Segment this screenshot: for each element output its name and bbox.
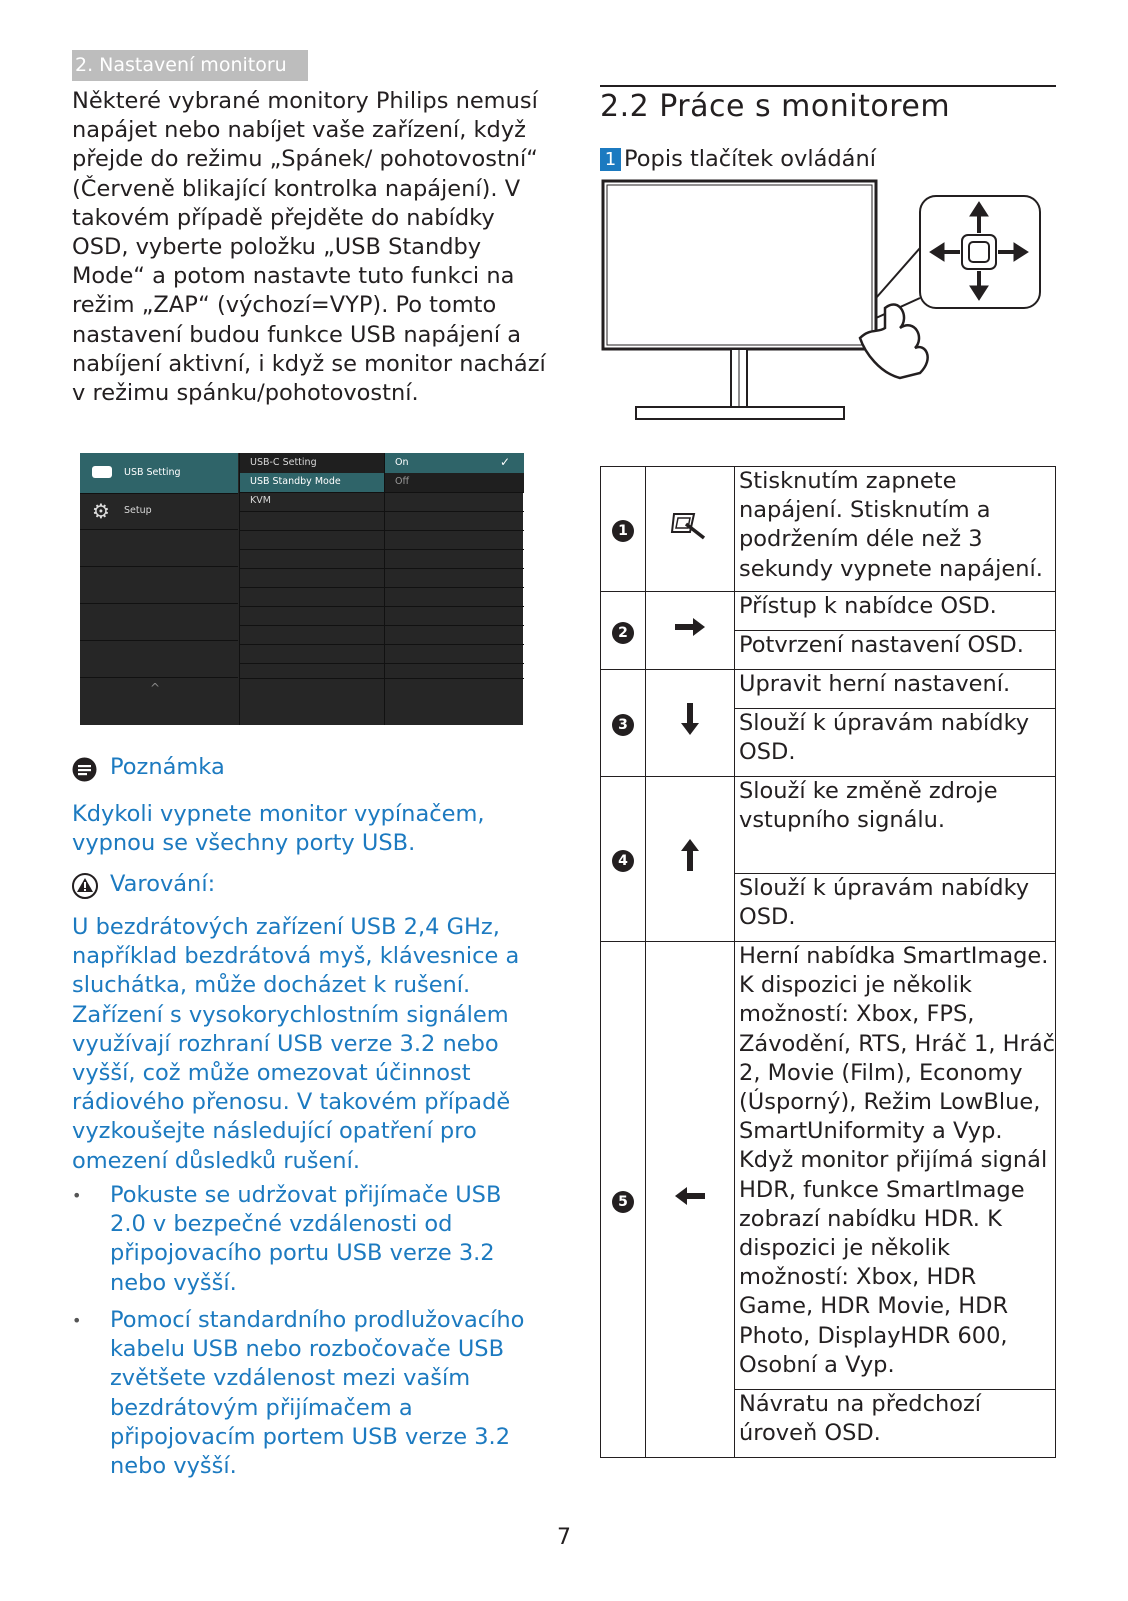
table-row — [601, 777, 1056, 874]
row-number: 4 — [612, 850, 634, 872]
bullet-dot: • — [72, 1311, 82, 1330]
row-number: 1 — [612, 520, 634, 542]
bullet-dot: • — [72, 1186, 82, 1205]
arrow-down-icon — [680, 701, 700, 737]
osd-submenu-item: USB-C Setting — [240, 453, 385, 474]
note-icon — [72, 757, 97, 782]
subheading-number: 1 — [600, 148, 621, 171]
monitor-illustration — [600, 178, 1050, 428]
row-number: 2 — [612, 622, 634, 644]
button-description: Herní nabídka SmartImage. K dispozici je několik možností: Xbox, FPS, Závodění, RTS, Hráč 1, Hráč 2, Movie (Film), Economy (Úsporný), Režim LowBlue, SmartUniformity a Vyp. Když monitor přijímá signál HDR, funkce SmartImage zobrazí nabídku HDR. K dispozici je několik možností: Xbox, HDR Game, HDR Movie, HDR Photo, DisplayHDR 600, Osobní a Vyp. — [735, 942, 1056, 1390]
button-description: Návratu na předchozí úroveň OSD. — [735, 1390, 1056, 1458]
button-description: Potvrzení nastavení OSD. — [735, 631, 1056, 670]
button-description: Přístup k nabídce OSD. — [735, 592, 1056, 631]
button-description: Slouží k úpravám nabídky OSD. — [735, 709, 1056, 777]
osd-menu-label: USB Setting — [124, 467, 181, 478]
table-row — [601, 467, 1056, 592]
page-number: 7 — [557, 1525, 571, 1550]
button-description: Upravit herní nastavení. — [735, 670, 1056, 709]
row-number: 5 — [612, 1191, 634, 1213]
osd-menu-label: Setup — [124, 505, 152, 516]
osd-option-off: Off — [385, 473, 524, 493]
arrow-left-icon — [673, 1186, 707, 1206]
bullet-text: Pomocí standardního prodlužovacího kabelu USB nebo rozbočovače USB zvětšete vzdálenost mezi vaším bezdrátovým přijímačem a připojovacím portem USB verze 3.2 nebo vyšší. — [110, 1307, 525, 1480]
monitor-base — [636, 407, 844, 419]
osd-submenu-item: KVM — [240, 492, 385, 512]
section-tag: 2. Nastavení monitoru — [72, 50, 308, 81]
bullet-text: Pokuste se udržovat přijímače USB 2.0 v bezpečné vzdálenosti od připojovacího portu USB verze 3.2 nebo vyšší. — [110, 1182, 502, 1296]
warning-text: U bezdrátových zařízení USB 2,4 GHz, například bezdrátová myš, klávesnice a sluchátka, může docházet k rušení. Zařízení s vysokorychlostním signálem využívají rozhraní USB verze 3.2 nebo vyšší, což může omezovat účinnost rádiového přenosu. V takovém případě vyzkoušejte následující opatření pro omezení důsledků rušení. — [72, 914, 520, 1174]
scroll-up-icon: ^ — [150, 681, 161, 695]
subheading — [600, 146, 876, 172]
monitor-screen — [603, 181, 876, 349]
osd-menu-item-usb-setting — [80, 453, 238, 494]
section-heading — [600, 85, 1056, 124]
osd-option-on: On ✓ — [385, 453, 524, 474]
power-joystick-icon — [670, 510, 710, 540]
warning-icon — [72, 873, 98, 899]
warning-bullet — [72, 1181, 542, 1298]
row-number: 3 — [612, 714, 634, 736]
button-description-table — [600, 466, 1056, 1458]
osd-menu-item-setup — [80, 493, 238, 530]
intro-paragraph: Některé vybrané monitory Philips nemusí napájet nebo nabíjet vaše zařízení, když přejde do režimu „Spánek/ pohotovostní“ (Červeně blikající kontrolka napájení). V takovém případě přejděte do nabídky OSD, vyberte položku „USB Standby Mode“ a potom nastavte tuto funkci na režim „ZAP“ (výchozí=VYP). Po tomto nastavení budou funkce USB napájení a nabíjení aktivní, i když se monitor nachází v režimu spánku/pohotovostní. — [72, 88, 546, 407]
osd-menu-screenshot — [80, 453, 523, 725]
usb-icon — [92, 466, 112, 478]
gear-icon: ⚙ — [92, 499, 110, 523]
button-description: Slouží ke změně zdroje vstupního signálu. — [735, 777, 1056, 874]
section-heading-text: 2.2 Práce s monitorem — [600, 89, 951, 124]
table-row — [601, 670, 1056, 709]
button-description: Slouží k úpravám nabídky OSD. — [735, 874, 1056, 942]
button-description: Stisknutím zapnete napájení. Stisknutím a podržením déle než 3 sekundy vypnete napájení. — [735, 467, 1056, 592]
note-label: Poznámka — [110, 754, 225, 780]
arrow-right-icon — [673, 617, 707, 637]
warning-bullet — [72, 1306, 542, 1481]
arrow-up-icon — [680, 837, 700, 873]
warning-label: Varování: — [110, 871, 216, 897]
table-row — [601, 592, 1056, 631]
subheading-text: Popis tlačítek ovládání — [624, 146, 876, 172]
checkmark-icon: ✓ — [499, 455, 510, 469]
note-text: Kdykoli vypnete monitor vypínačem, vypnou se všechny porty USB. — [72, 801, 485, 857]
table-row — [601, 942, 1056, 1390]
osd-submenu-item-selected: USB Standby Mode — [240, 473, 385, 493]
